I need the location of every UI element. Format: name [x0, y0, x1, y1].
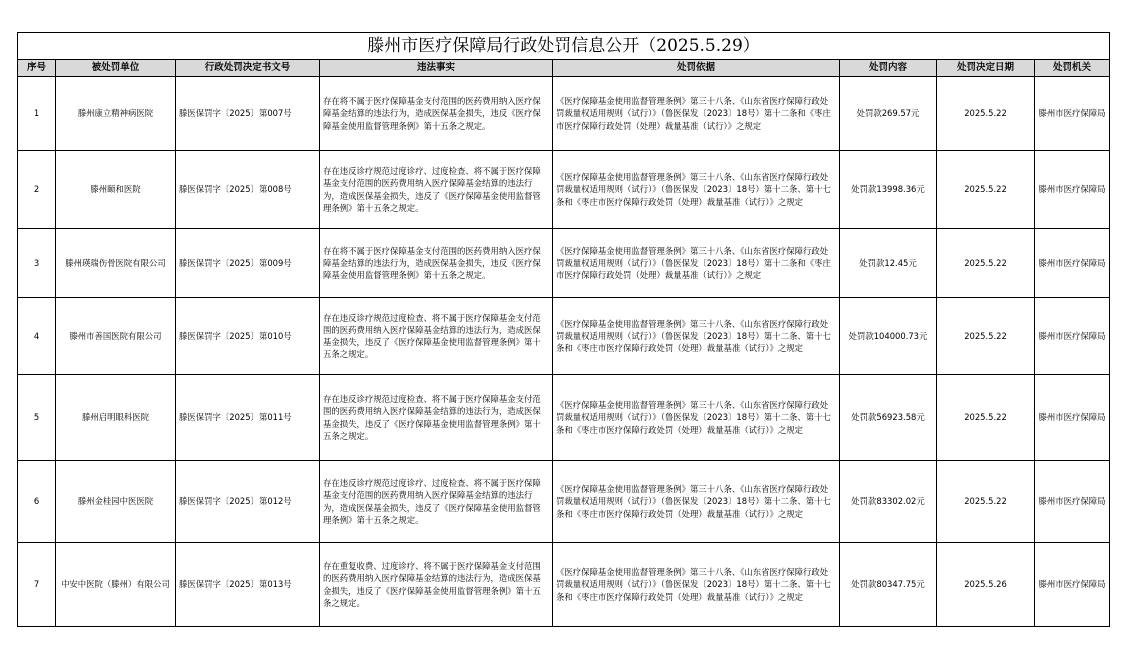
- penalty-basis: 《医疗保障基金使用监督管理条例》第三十八条、《山东省医疗保障行政处罚裁量权适用规则（试行）》（鲁医保发〔2023〕18号）第十二条、第十七条和《枣庄市医疗保障行政处罚（处理）裁量基准（试行）》之规定: [553, 151, 840, 229]
- penalized-unit: 滕州瑛瑞伤骨医院有限公司: [56, 229, 176, 298]
- penalty-basis: 《医疗保障基金使用监督管理条例》第三十八条、《山东省医疗保障行政处罚裁量权适用规则（试行）》（鲁医保发〔2023〕18号）第十二条、第十七条和《枣庄市医疗保障行政处罚（处理）裁量基准（试行）》之规定: [553, 375, 840, 461]
- decision-document-number: 滕医保罚字〔2025〕第011号: [176, 375, 320, 461]
- column-header: 处罚内容: [840, 60, 937, 77]
- violation-facts: 存在违反诊疗规范过度检查、将不属于医疗保障基金支付范围的医药费用纳入医疗保障基金结算的违法行为，造成医保基金损失，违反了《医疗保障基金使用监督管理条例》第十五条之规定。: [320, 375, 553, 461]
- table-row: [18, 77, 1110, 151]
- penalty-basis: 《医疗保障基金使用监督管理条例》第三十八条、《山东省医疗保障行政处罚裁量权适用规则（试行）》（鲁医保发〔2023〕18号）第十二条和《枣庄市医疗保障行政处罚（处理）裁量基准（试行）》之规定: [553, 77, 840, 151]
- decision-document-number: 滕医保罚字〔2025〕第008号: [176, 151, 320, 229]
- violation-facts: 存在重复收费、过度诊疗、将不属于医疗保障基金支付范围的医药费用纳入医疗保障基金结算的违法行为，造成医保基金损失，违反了《医疗保障基金使用监督管理条例》第十五条之规定。: [320, 543, 553, 627]
- row-number: 7: [18, 543, 56, 627]
- penalized-unit: 中安中医院（滕州）有限公司: [56, 543, 176, 627]
- decision-date: 2025.5.22: [937, 375, 1035, 461]
- table-row: [18, 229, 1110, 298]
- table-row: [18, 298, 1110, 375]
- penalized-unit: 滕州颐和医院: [56, 151, 176, 229]
- decision-date: 2025.5.26: [937, 543, 1035, 627]
- penalty-table: [17, 32, 1110, 627]
- column-header: 处罚机关: [1035, 60, 1110, 77]
- decision-document-number: 滕医保罚字〔2025〕第013号: [176, 543, 320, 627]
- row-number: 3: [18, 229, 56, 298]
- decision-date: 2025.5.22: [937, 461, 1035, 543]
- penalty-content: 处罚款104000.73元: [840, 298, 937, 375]
- column-header: 处罚依据: [553, 60, 840, 77]
- penalty-content: 处罚款269.57元: [840, 77, 937, 151]
- row-number: 2: [18, 151, 56, 229]
- violation-facts: 存在违反诊疗规范过度诊疗、过度检查、将不属于医疗保障基金支付范围的医药费用纳入医疗保障基金结算的违法行为，造成医保基金损失，违反了《医疗保障基金使用监督管理条例》第十五条之规定。: [320, 151, 553, 229]
- violation-facts: 存在将不属于医疗保障基金支付范围的医药费用纳入医疗保障基金结算的违法行为，造成医保基金损失，违反《医疗保障基金使用监督管理条例》第十五条之规定。: [320, 229, 553, 298]
- decision-document-number: 滕医保罚字〔2025〕第007号: [176, 77, 320, 151]
- row-number: 5: [18, 375, 56, 461]
- violation-facts: 存在违反诊疗规范过度诊疗、过度检查、将不属于医疗保障基金支付范围的医药费用纳入医疗保障基金结算的违法行为，造成医保基金损失，违反了《医疗保障基金使用监督管理条例》第十五条之规定。: [320, 461, 553, 543]
- violation-facts: 存在违反诊疗规范过度检查、将不属于医疗保障基金支付范围的医药费用纳入医疗保障基金结算的违法行为，造成医保基金损失，违反了《医疗保障基金使用监督管理条例》第十五条之规定。: [320, 298, 553, 375]
- penalty-authority: 滕州市医疗保障局: [1035, 461, 1110, 543]
- row-number: 4: [18, 298, 56, 375]
- penalty-authority: 滕州市医疗保障局: [1035, 375, 1110, 461]
- penalty-authority: 滕州市医疗保障局: [1035, 151, 1110, 229]
- column-header: 处罚决定日期: [937, 60, 1035, 77]
- row-number: 6: [18, 461, 56, 543]
- penalty-basis: 《医疗保障基金使用监督管理条例》第三十八条、《山东省医疗保障行政处罚裁量权适用规则（试行）》（鲁医保发〔2023〕18号）第十二条、第十七条和《枣庄市医疗保障行政处罚（处理）裁量基准（试行）》之规定: [553, 543, 840, 627]
- penalty-content: 处罚款80347.75元: [840, 543, 937, 627]
- table-header-row: [18, 60, 1110, 77]
- table-row: [18, 543, 1110, 627]
- penalized-unit: 滕州启明眼科医院: [56, 375, 176, 461]
- penalty-authority: 滕州市医疗保障局: [1035, 298, 1110, 375]
- penalty-authority: 滕州市医疗保障局: [1035, 77, 1110, 151]
- decision-document-number: 滕医保罚字〔2025〕第010号: [176, 298, 320, 375]
- decision-date: 2025.5.22: [937, 229, 1035, 298]
- violation-facts: 存在将不属于医疗保障基金支付范围的医药费用纳入医疗保障基金结算的违法行为，造成医保基金损失，违反《医疗保障基金使用监督管理条例》第十五条之规定。: [320, 77, 553, 151]
- penalty-basis: 《医疗保障基金使用监督管理条例》第三十八条、《山东省医疗保障行政处罚裁量权适用规则（试行）》（鲁医保发〔2023〕18号）第十二条和《枣庄市医疗保障行政处罚（处理）裁量基准（试行）》之规定: [553, 229, 840, 298]
- decision-document-number: 滕医保罚字〔2025〕第012号: [176, 461, 320, 543]
- penalty-content: 处罚款12.45元: [840, 229, 937, 298]
- decision-date: 2025.5.22: [937, 298, 1035, 375]
- column-header: 序号: [18, 60, 56, 77]
- decision-document-number: 滕医保罚字〔2025〕第009号: [176, 229, 320, 298]
- penalty-basis: 《医疗保障基金使用监督管理条例》第三十八条、《山东省医疗保障行政处罚裁量权适用规则（试行）》（鲁医保发〔2023〕18号）第十二条、第十七条和《枣庄市医疗保障行政处罚（处理）裁量基准（试行）》之规定: [553, 461, 840, 543]
- penalized-unit: 滕州金桂园中医医院: [56, 461, 176, 543]
- penalty-sheet: [17, 32, 1109, 627]
- table-row: [18, 461, 1110, 543]
- column-header: 行政处罚决定书文号: [176, 60, 320, 77]
- penalty-content: 处罚款13998.36元: [840, 151, 937, 229]
- penalty-content: 处罚款56923.58元: [840, 375, 937, 461]
- decision-date: 2025.5.22: [937, 151, 1035, 229]
- row-number: 1: [18, 77, 56, 151]
- table-row: [18, 375, 1110, 461]
- penalty-content: 处罚款83302.02元: [840, 461, 937, 543]
- decision-date: 2025.5.22: [937, 77, 1035, 151]
- penalized-unit: 滕州市善国医院有限公司: [56, 298, 176, 375]
- page-title: 滕州市医疗保障局行政处罚信息公开（2025.5.29）: [18, 33, 1110, 60]
- column-header: 被处罚单位: [56, 60, 176, 77]
- column-header: 违法事实: [320, 60, 553, 77]
- penalty-authority: 滕州市医疗保障局: [1035, 543, 1110, 627]
- penalty-authority: 滕州市医疗保障局: [1035, 229, 1110, 298]
- table-row: [18, 151, 1110, 229]
- penalty-basis: 《医疗保障基金使用监督管理条例》第三十八条、《山东省医疗保障行政处罚裁量权适用规则（试行）》（鲁医保发〔2023〕18号）第十二条、第十七条和《枣庄市医疗保障行政处罚（处理）裁量基准（试行）》之规定: [553, 298, 840, 375]
- penalized-unit: 滕州康立精神病医院: [56, 77, 176, 151]
